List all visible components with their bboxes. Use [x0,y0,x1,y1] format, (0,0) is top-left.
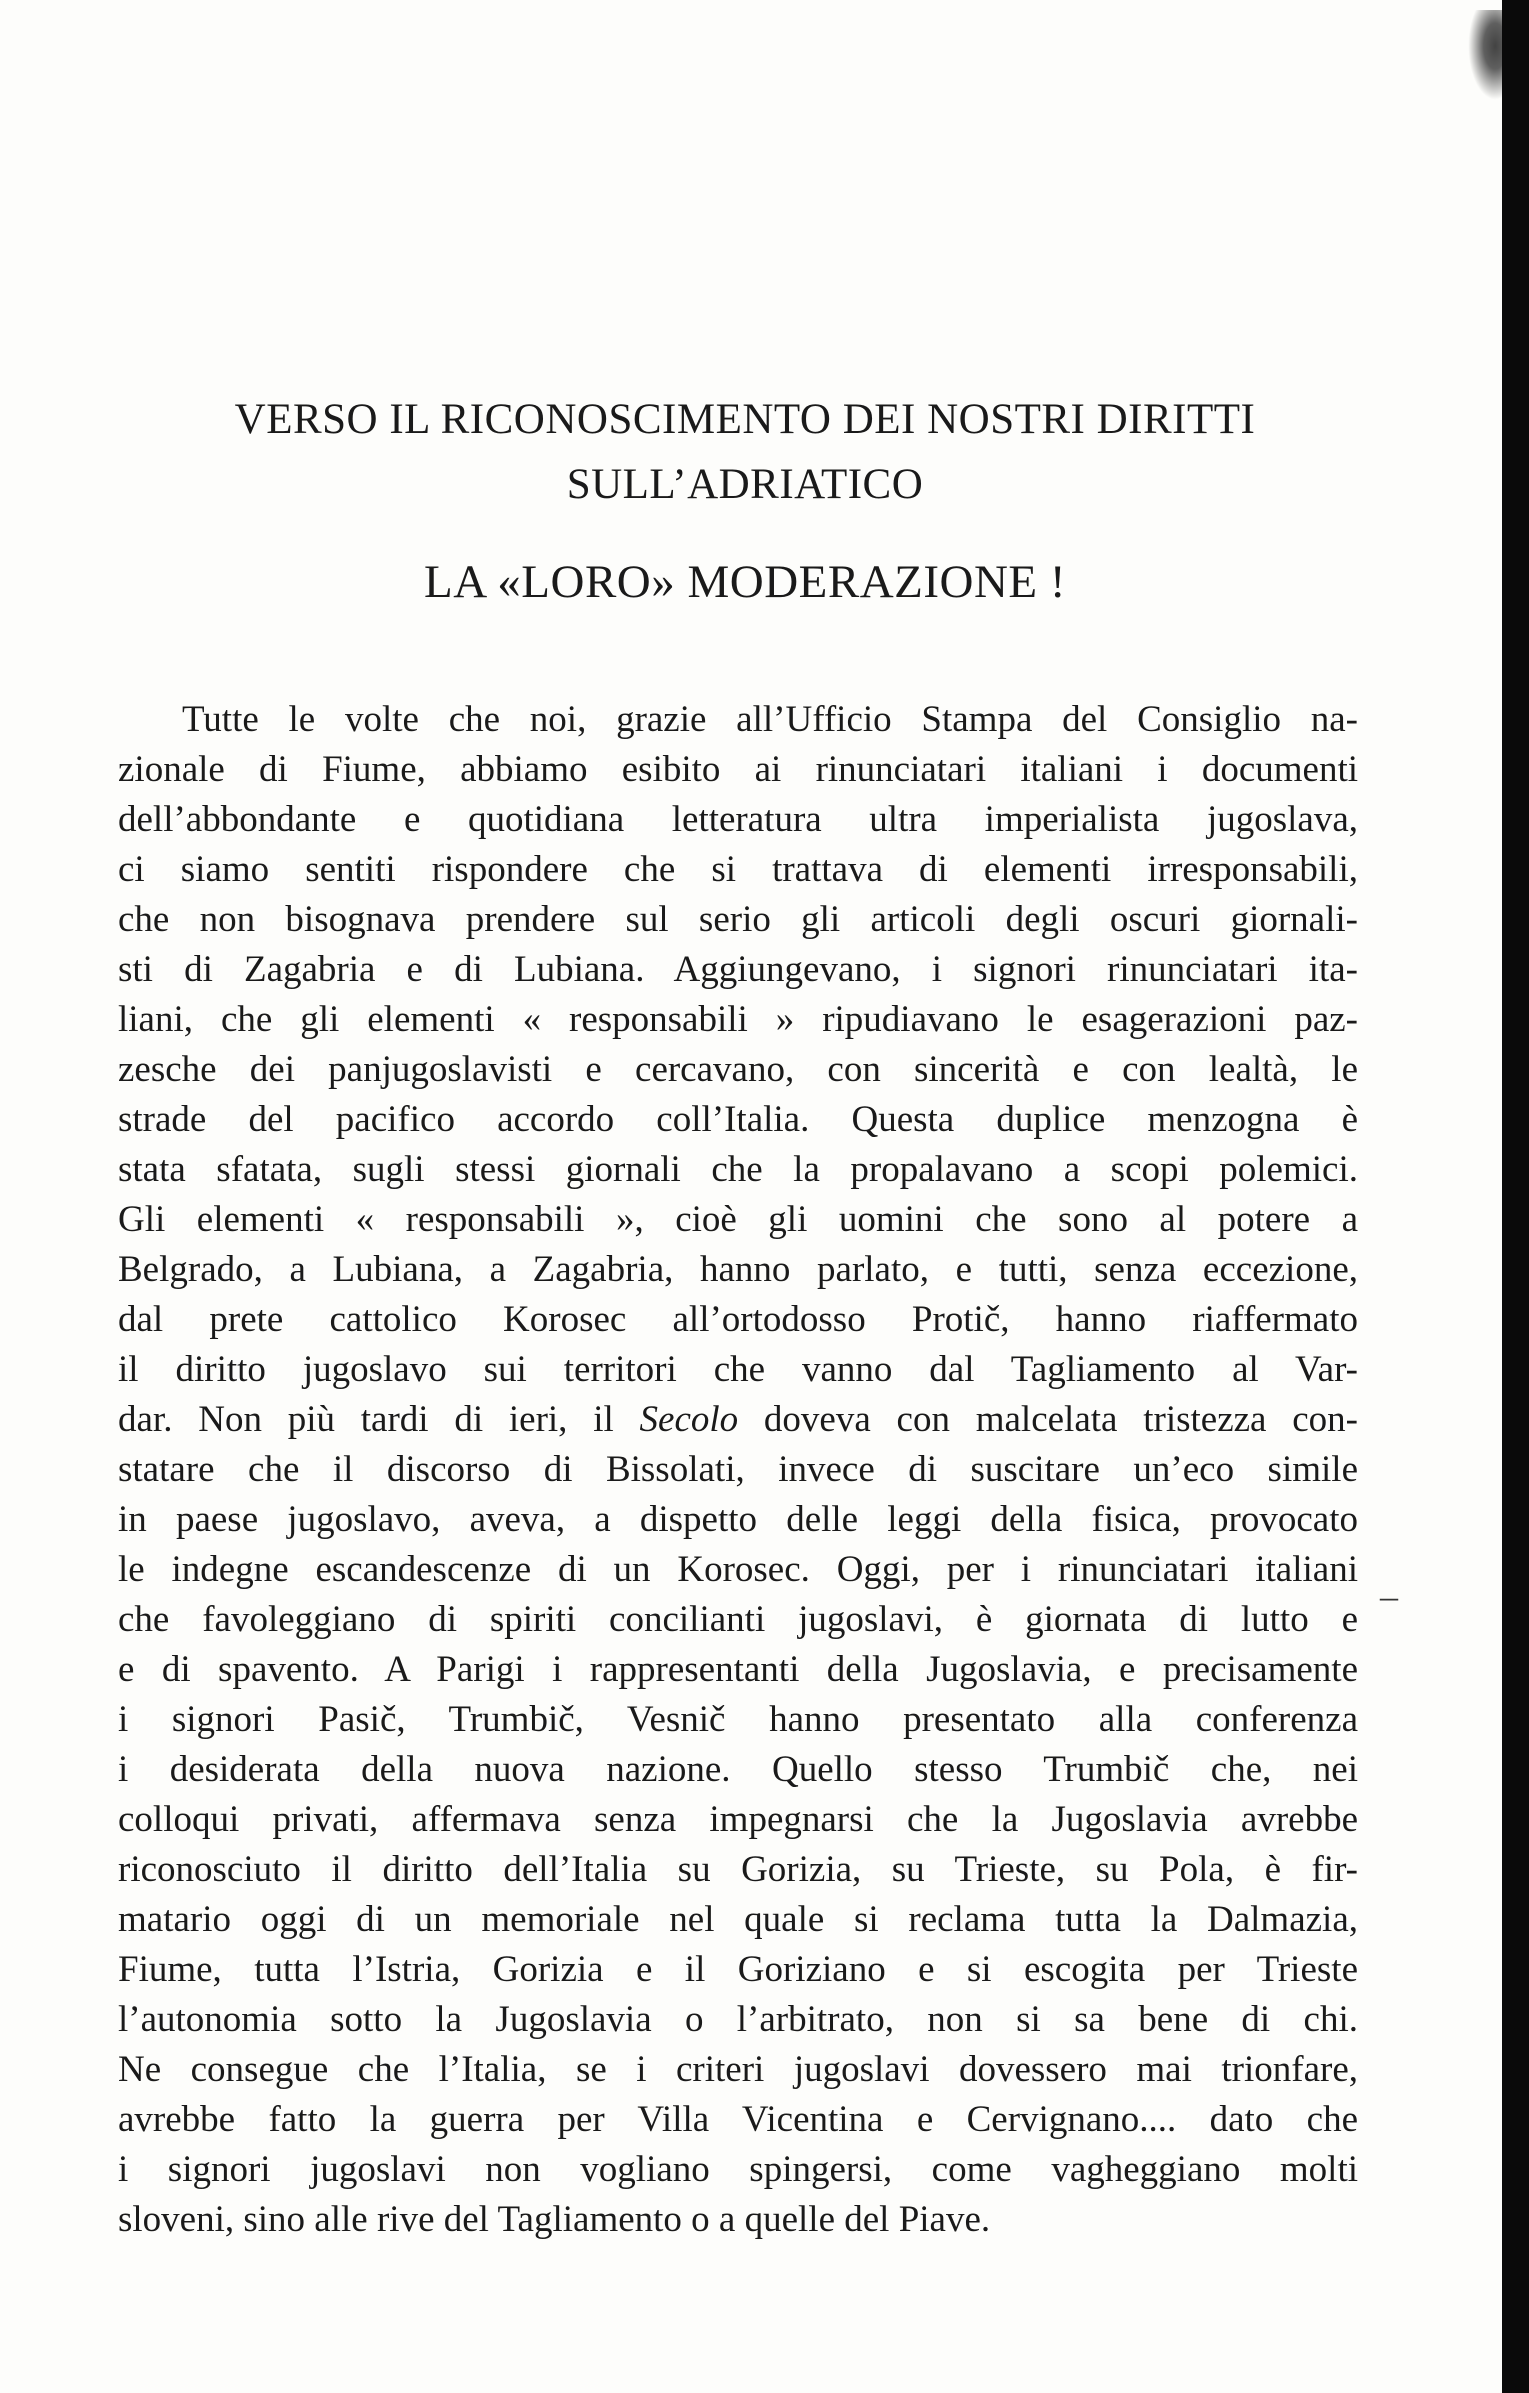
heading-line-2: SULL’ADRIATICO [566,461,924,508]
article-body [118,695,1358,2245]
body-line: l’autonomia sotto la Jugoslavia o l’arbitrato, non si sa bene di chi. [118,1999,1358,2040]
body-line: strade del pacifico accordo coll’Italia. Questa duplice menzogna è [118,1099,1358,1140]
heading-line-1: VERSO IL RICONOSCIMENTO DEI NOSTRI DIRITTI [234,396,1256,443]
body-line: dar. Non più tardi di ieri, il Secolo doveva con malcelata tristezza con- [118,1399,1358,1440]
body-line: avrebbe fatto la guerra per Villa Vicentina e Cervignano.... dato che [118,2099,1358,2140]
body-line: zesche dei panjugoslavisti e cercavano, con sincerità e con lealtà, le [118,1049,1358,1090]
body-line: Belgrado, a Lubiana, a Zagabria, hanno parlato, e tutti, senza eccezione, [118,1249,1358,1290]
body-line: e di spavento. A Parigi i rappresentanti della Jugoslavia, e precisamente [118,1649,1358,1690]
body-line: sloveni, sino alle rive del Tagliamento o a quelle del Piave. [118,2199,991,2240]
scan-artifact [1468,10,1502,100]
body-line: riconosciuto il diritto dell’Italia su Gorizia, su Trieste, su Pola, è fir- [118,1849,1358,1890]
body-line: Gli elementi « responsabili », cioè gli uomini che sono al potere a [118,1199,1358,1240]
body-line: sti di Zagabria e di Lubiana. Aggiungevano, i signori rinunciatari ita- [118,949,1358,990]
body-line: stata sfatata, sugli stessi giornali che la propalavano a scopi polemici. [118,1149,1358,1190]
margin-mark: – [1380,1576,1398,1616]
body-line: liani, che gli elementi « responsabili » ripudiavano le esagerazioni paz- [118,999,1358,1040]
body-line: Tutte le volte che noi, grazie all’Ufficio Stampa del Consiglio na- [182,699,1358,740]
body-line: il diritto jugoslavo sui territori che vanno dal Tagliamento al Var- [118,1349,1358,1390]
body-line: matario oggi di un memoriale nel quale si reclama tutta la Dalmazia, [118,1899,1358,1940]
body-line: i signori Pasič, Trumbič, Vesnič hanno presentato alla conferenza [118,1699,1358,1740]
body-line: in paese jugoslavo, aveva, a dispetto delle leggi della fisica, provocato [118,1499,1358,1540]
body-line: statare che il discorso di Bissolati, invece di suscitare un’eco simile [118,1449,1358,1490]
body-line: ci siamo sentiti rispondere che si trattava di elementi irresponsabili, [118,849,1358,890]
body-line: zionale di Fiume, abbiamo esibito ai rinunciatari italiani i documenti [118,749,1358,790]
body-line: che non bisognava prendere sul serio gli articoli degli oscuri giornali- [118,899,1358,940]
body-line: Ne consegue che l’Italia, se i criteri jugoslavi dovessero mai trionfare, [118,2049,1358,2090]
body-line: i signori jugoslavi non vogliano spingersi, come vagheggiano molti [118,2149,1358,2190]
body-line: le indegne escandescenze di un Korosec. Oggi, per i rinunciatari italiani [118,1549,1358,1590]
body-line: dell’abbondante e quotidiana letteratura ultra imperialista jugoslava, [118,799,1358,840]
body-line: i desiderata della nuova nazione. Quello stesso Trumbič che, nei [118,1749,1358,1790]
body-line: dal prete cattolico Korosec all’ortodosso Protič, hanno riaffermato [118,1299,1358,1340]
body-line: che favoleggiano di spiriti concilianti jugoslavi, è giornata di lutto e [118,1599,1358,1640]
body-line: Fiume, tutta l’Istria, Gorizia e il Goriziano e si escogita per Trieste [118,1949,1358,1990]
article-subtitle: LA «LORO» MODERAZIONE ! [423,556,1067,608]
newspaper-title: Secolo [639,1399,739,1440]
page-edge-shadow [1502,0,1529,2393]
body-line: colloqui privati, affermava senza impegnarsi che la Jugoslavia avrebbe [118,1799,1358,1840]
